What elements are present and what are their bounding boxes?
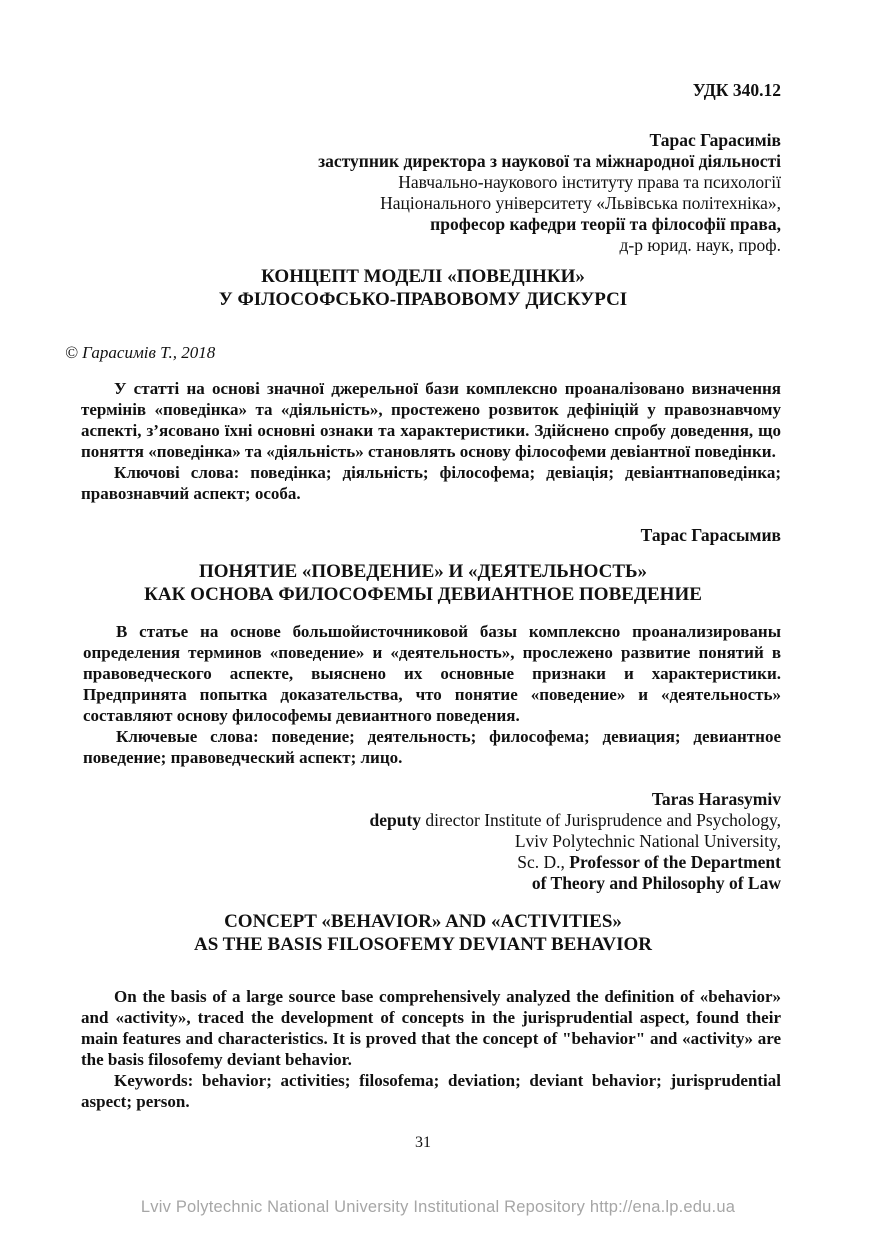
author-block-uk [65,130,781,256]
abstract-uk-text: У статті на основі значної джерельної бази комплексно проаналізовано визначення термінів «поведінка» та «діяльність», простежено розвиток дефініцій у правознавчому аспекті, з’ясовано їхні основні ознаки та характеристики. Здійснено спробу доведення, що поняття «поведінка» та «діяльність» становлять основу філософеми девіантної поведінки. [81,379,781,461]
affiliation-en-deputy: deputy [369,810,422,830]
affiliation-line-uk-2: Навчально-наукового інституту права та психології [398,172,781,192]
affiliation-en-degree: Sc. D., [517,852,570,872]
article-title-en [65,910,781,956]
abstract-en-text: On the basis of a large source base comprehensively analyzed the definition of «behavior» and «activity», traced the development of concepts in the jurisprudential aspect, found their main features and characteristics. It is proved that the concept of "behavior" and «activity» are the basis filosofemy deviant behavior. [81,987,781,1069]
article-title-ru [65,560,781,606]
affiliation-line-en-4: of Theory and Philosophy of Law [531,873,781,893]
affiliation-en-director: director Institute of Jurisprudence and Psychology, [421,810,781,830]
affiliation-line-uk-3: Національного університету «Львівська політехніка», [380,193,781,213]
keywords-uk: Ключові слова: поведінка; діяльність; філософема; девіація; девіантнаповедінка; правознавчий аспект; особа. [81,463,781,503]
affiliation-line-en-1 [65,810,781,831]
affiliation-line-uk-4: професор кафедри теорії та філософії права, [430,214,781,234]
abstract-ru [65,621,781,768]
article-title-en-line1: CONCEPT «BEHAVIOR» AND «ACTIVITIES» [224,911,622,932]
author-block-en [65,789,781,894]
affiliation-line-en-2: Lviv Polytechnic National University, [514,831,781,851]
affiliation-line-uk-5: д-р юрид. наук, проф. [619,235,781,255]
copyright-line: © Гарасимів Т., 2018 [65,343,216,362]
keywords-en: Keywords: behavior; activities; filosofema; deviation; deviant behavior; jurisprudential aspect; person. [81,1071,781,1111]
abstract-uk [65,378,781,504]
affiliation-line-uk-1: заступник директора з наукової та міжнародної діяльності [318,151,781,171]
article-title-uk-line2: У ФІЛОСОФСЬКО-ПРАВОВОМУ ДИСКУРСІ [218,289,628,310]
author-name-ru: Тарас Гарасымив [640,525,781,545]
article-title-uk [65,265,781,311]
article-title-uk-line1: КОНЦЕПТ МОДЕЛІ «ПОВЕДІНКИ» [261,266,585,287]
abstract-en [65,986,781,1112]
author-name-uk: Тарас Гарасимів [649,130,781,150]
page-number: 31 [415,1134,431,1151]
article-title-ru-line1: ПОНЯТИЕ «ПОВЕДЕНИЕ» И «ДЕЯТЕЛЬНОСТЬ» [198,561,648,582]
article-title-en-line2: AS THE BASIS FILOSOFEMY DEVIANT BEHAVIOR [193,934,653,955]
abstract-ru-text: В статье на основе большойисточниковой базы комплексно проанализированы определения терминов «поведение» и «деятельность», прослежено развитие понятий в правоведческого аспекте, выяснено их основные признаки и характеристики. Предпринята попытка доказательства, что понятие «поведение» и «деятельность» составляют основу философемы девиантного поведения. [83,622,781,725]
udc-classification: УДК 340.12 [692,80,781,100]
article-title-ru-line2: КАК ОСНОВА ФИЛОСОФЕМЫ ДЕВИАНТНОЕ ПОВЕДЕНИЕ [144,584,702,605]
author-name-en: Taras Harasymiv [651,789,781,809]
affiliation-en-professor: Professor of the Department [569,852,781,872]
keywords-ru: Ключевые слова: поведение; деятельность; философема; девиация; девиантное поведение; правоведческий аспект; лицо. [83,727,781,767]
repository-footer: Lviv Polytechnic National University Institutional Repository http://ena.lp.edu.ua [140,1198,736,1216]
affiliation-line-en-3 [65,852,781,873]
